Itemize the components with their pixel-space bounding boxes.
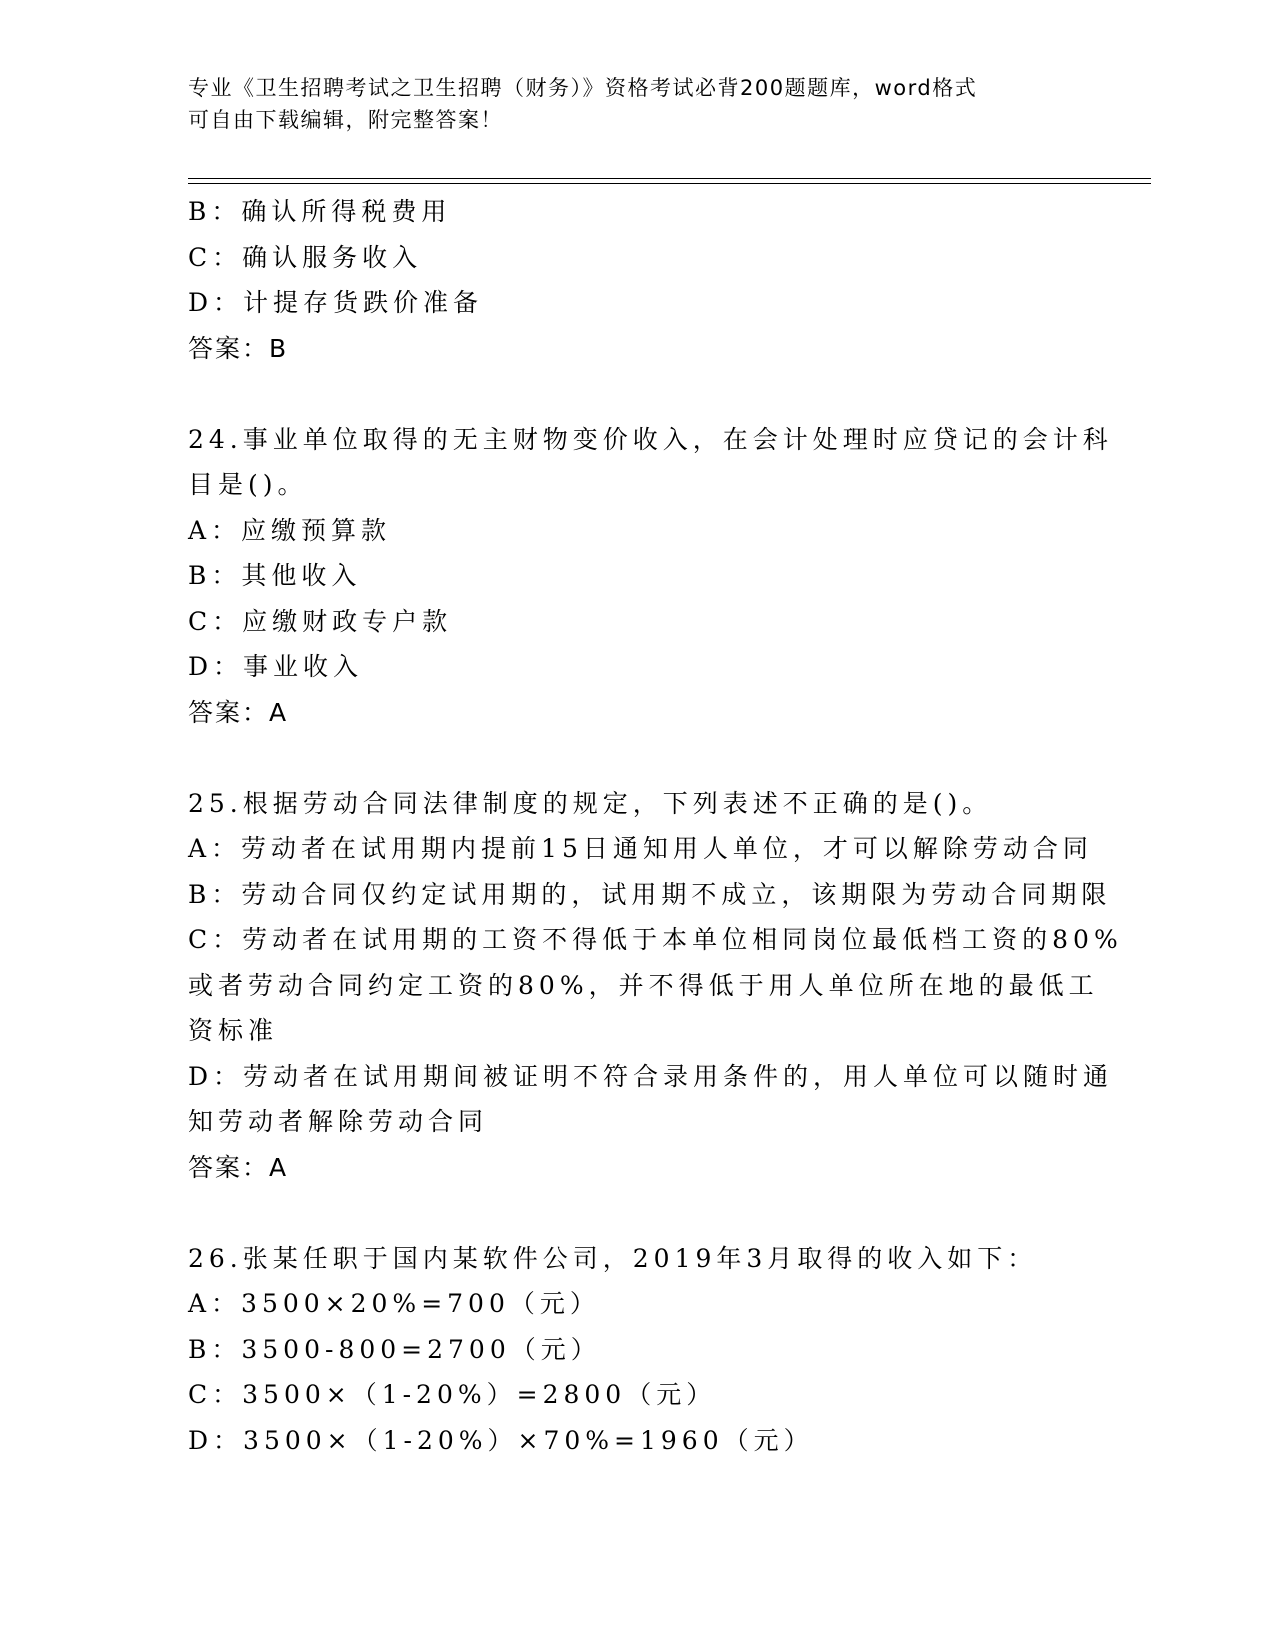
- option-b: B：劳动合同仅约定试用期的，试用期不成立，该期限为劳动合同期限: [188, 879, 1112, 909]
- option-c: C：应缴财政专户款: [188, 606, 453, 636]
- option-c-continued: 资标准: [188, 1016, 279, 1045]
- spacer: [188, 735, 1088, 781]
- question-stem-continued: 目是()。: [188, 470, 308, 499]
- question-24: [188, 417, 1113, 736]
- option-c: C：劳动者在试用期的工资不得低于本单位相同岗位最低档工资的80%: [188, 925, 1123, 954]
- answer: 答案：A: [188, 1152, 289, 1182]
- header-rule-bottom: [188, 183, 1151, 184]
- question-stem: 26.张某任职于国内某软件公司，2019年3月取得的收入如下：: [188, 1243, 1038, 1273]
- option-d-continued: 知劳动者解除劳动合同: [188, 1107, 489, 1136]
- document-header: [188, 72, 1068, 136]
- option-b: B：确认所得税费用: [188, 197, 452, 226]
- answer: 答案：B: [188, 333, 289, 363]
- spacer: [188, 1190, 1088, 1236]
- option-a: A：应缴预算款: [188, 515, 392, 545]
- answer: 答案：A: [188, 697, 289, 727]
- question-23: [188, 189, 1088, 371]
- option-c: C：确认服务收入: [188, 242, 423, 272]
- question-26: [188, 1236, 1088, 1464]
- option-a: A：3500×20%=700（元）: [188, 1289, 600, 1318]
- option-d: D：计提存货跌价准备: [188, 288, 484, 317]
- option-b: B：其他收入: [188, 561, 362, 590]
- header-rule-top: [188, 178, 1151, 179]
- option-d: D：劳动者在试用期间被证明不符合录用条件的，用人单位可以随时通: [188, 1061, 1114, 1091]
- header-line-2: 可自由下载编辑，附完整答案！: [188, 108, 503, 132]
- question-list: [188, 189, 1123, 1463]
- option-d: D：事业收入: [188, 652, 364, 681]
- header-line-1: 专业《卫生招聘考试之卫生招聘（财务）》资格考试必背200题题库，word格式: [188, 76, 978, 100]
- spacer: [188, 371, 1088, 417]
- question-25: [188, 781, 1123, 1191]
- option-b: B：3500-800=2700（元）: [188, 1334, 601, 1364]
- question-stem: 25.根据劳动合同法律制度的规定，下列表述不正确的是()。: [188, 788, 993, 818]
- option-c: C：3500×（1-20%）=2800（元）: [188, 1380, 717, 1409]
- option-d: D：3500×（1-20%）×70%=1960（元）: [188, 1425, 814, 1455]
- option-a: A：劳动者在试用期内提前15日通知用人单位，才可以解除劳动合同: [188, 834, 1093, 863]
- option-c-continued: 或者劳动合同约定工资的80%，并不得低于用人单位所在地的最低工: [188, 970, 1099, 1000]
- question-stem: 24.事业单位取得的无主财物变价收入，在会计处理时应贷记的会计科: [188, 424, 1113, 454]
